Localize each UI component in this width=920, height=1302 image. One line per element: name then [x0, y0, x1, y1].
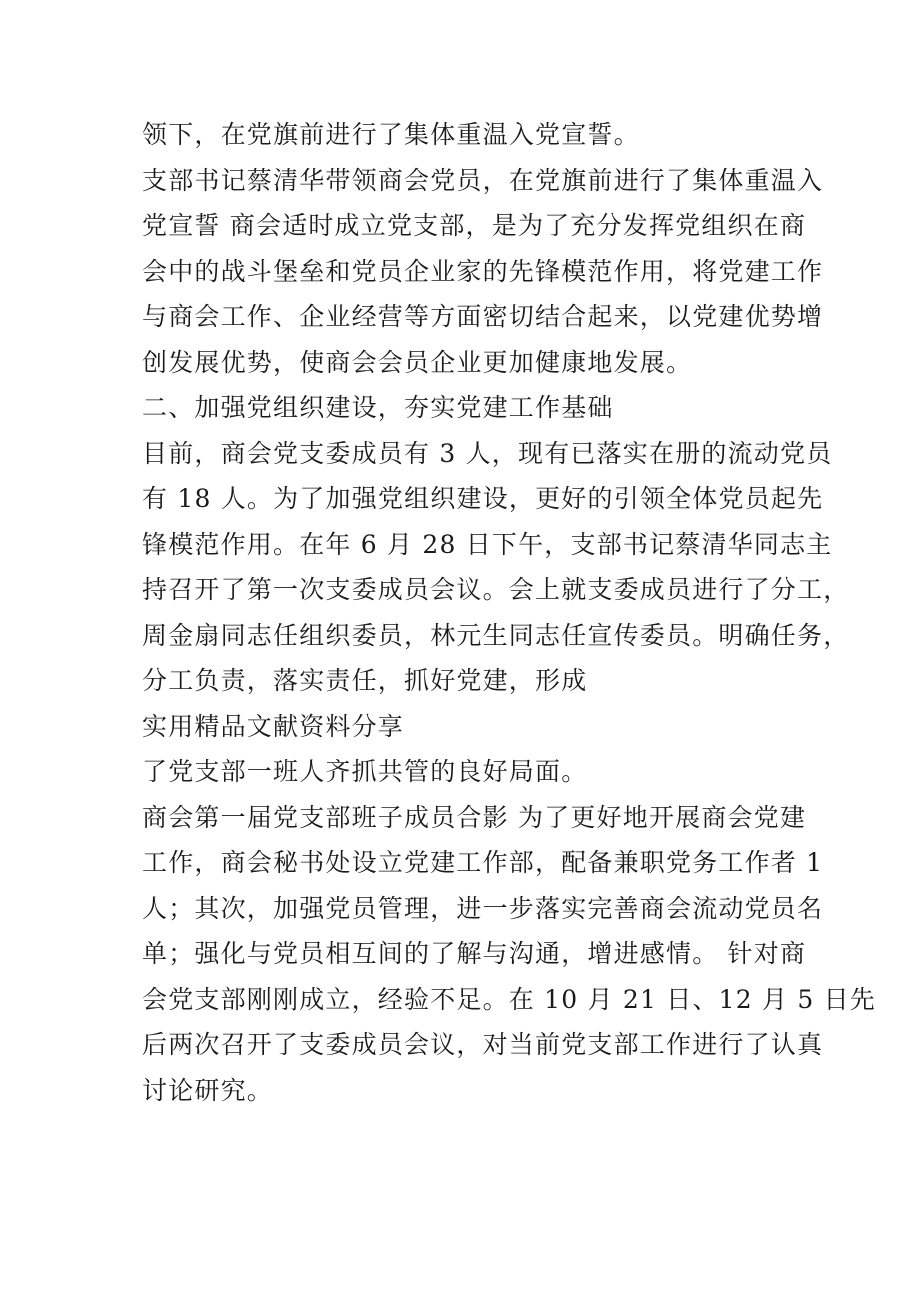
text-line-17: 工作，商会秘书处设立党建工作部，配备兼职党务工作者 1	[142, 848, 824, 877]
section-heading: 二、加强党组织建设，夯实党建工作基础	[142, 393, 614, 422]
text-line-21: 后两次召开了支委成员会议，对当前党支部工作进行了认真	[142, 1030, 824, 1059]
text-line-11: 持召开了第一次支委成员会议。会上就支委成员进行了分工，	[142, 575, 850, 604]
document-body	[142, 112, 876, 1113]
text-line-19: 单；强化与党员相互间的了解与沟通，增进感情。 针对商	[142, 939, 807, 968]
watermark-line: 实用精品文献资料分享	[142, 711, 405, 741]
text-line-2: 支部书记蔡清华带领商会党员，在党旗前进行了集体重温入	[142, 165, 824, 195]
text-line-10: 锋模范作用。在年 6 月 28 日下午，支部书记蔡清华同志主	[142, 529, 833, 559]
text-line-9: 有 18 人。为了加强党组织建设，更好的引领全体党员起先	[142, 484, 824, 513]
text-line-1: 领下，在党旗前进行了集体重温入党宣誓。	[142, 120, 640, 149]
text-line-5: 与商会工作、企业经营等方面密切结合起来，以党建优势增	[142, 302, 824, 331]
text-line-12: 周金扇同志任组织委员，林元生同志任宣传委员。明确任务，	[142, 620, 850, 650]
text-line-13: 分工负责，落实责任，抓好党建，形成	[142, 666, 588, 695]
text-line-3: 党宣誓 商会适时成立党支部，是为了充分发挥党组织在商	[142, 211, 807, 240]
text-line-4: 会中的战斗堡垒和党员企业家的先锋模范作用，将党建工作	[142, 256, 824, 286]
text-line-22: 讨论研究。	[142, 1075, 274, 1105]
text-line-18: 人；其次，加强党员管理，进一步落实完善商会流动党员名	[142, 893, 824, 923]
text-line-20: 会党支部刚刚成立，经验不足。在 10 月 21 日、12 月 5 日先	[142, 984, 876, 1014]
text-line-16: 商会第一届党支部班子成员合影 为了更好地开展商会党建	[142, 802, 807, 832]
text-line-8: 目前，商会党支委成员有 3 人，现有已落实在册的流动党员	[142, 438, 833, 468]
text-line-6: 创发展优势，使商会会员企业更加健康地发展。	[142, 347, 693, 377]
text-line-15: 了党支部一班人齐抓共管的良好局面。	[142, 757, 588, 786]
